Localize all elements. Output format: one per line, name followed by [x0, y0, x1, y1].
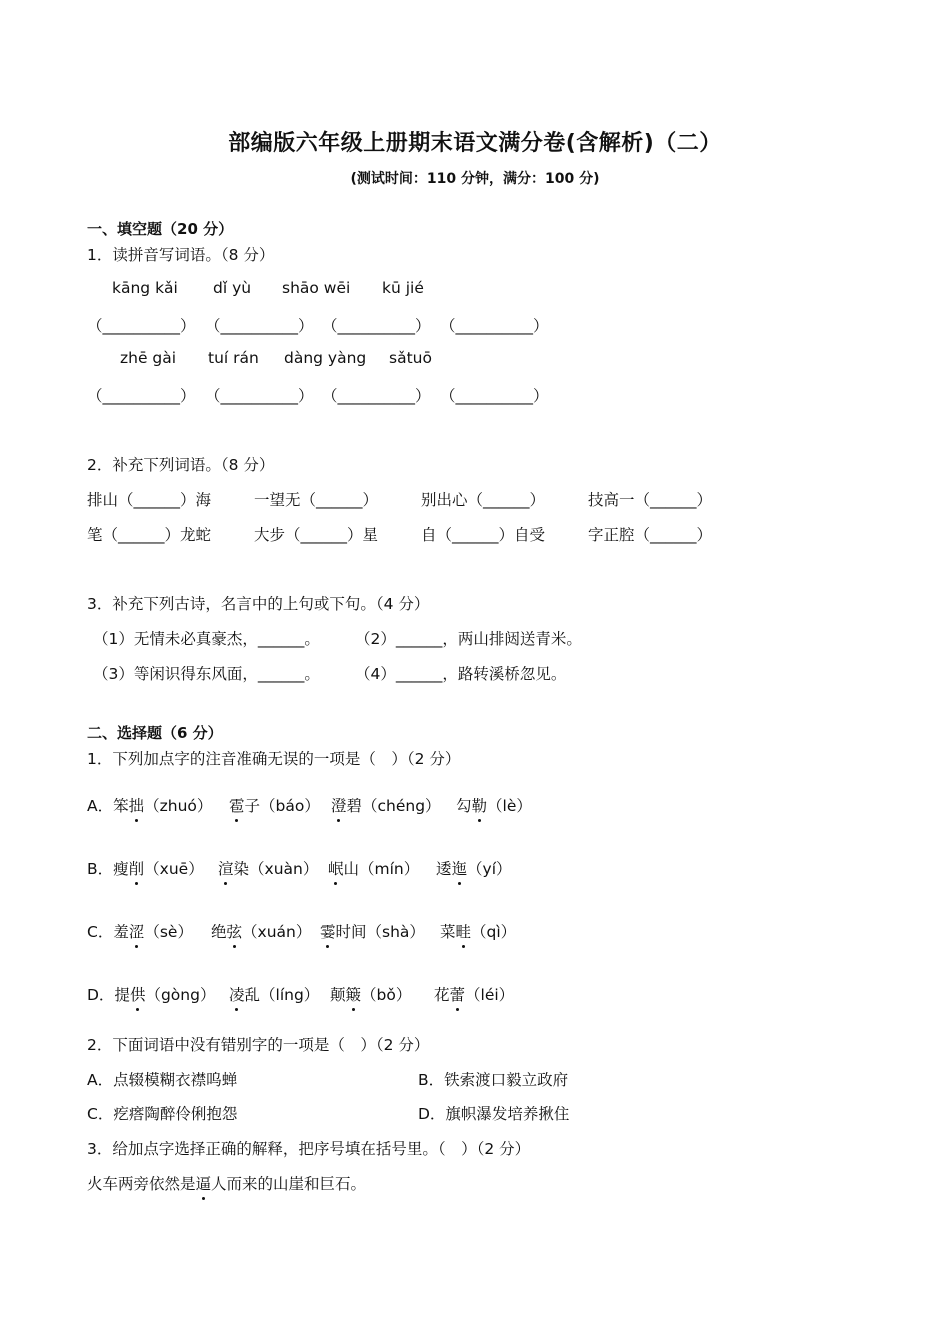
q1-stem: 1．读拼音写词语。（8 分） [87, 246, 275, 264]
option-b[interactable]: B．铁索渡口毅立政府 [418, 1071, 569, 1089]
page-subtitle: (测试时间：110 分钟，满分：100 分) [350, 171, 600, 187]
pinyin-2: dǐ yù [213, 279, 252, 297]
pinyin-1: kāng kǎi [112, 279, 178, 297]
answer-blank[interactable]: （__________） [440, 317, 549, 335]
option-d[interactable]: D．提供（gòng） [87, 983, 215, 1005]
answer-blank[interactable]: （__________） [322, 317, 431, 335]
option-d-word: 花蕾（léi） [434, 983, 514, 1005]
q3-sentence: 火车两旁依然是逼人而来的山崖和巨石。 [87, 1172, 366, 1194]
idiom-item[interactable]: 技高一（______） [588, 491, 713, 509]
option-a[interactable]: A．点辍模糊衣襟呜蝉 [87, 1071, 238, 1089]
option-b-word: 渲染（xuàn） [218, 857, 318, 879]
pinyin-4: kū jié [382, 279, 424, 297]
option-a-word: 勾勒（lè） [456, 794, 532, 816]
poem-item[interactable]: （2）______，两山排闼送青米。 [355, 630, 582, 648]
option-b[interactable]: B．瘦削（xuē） [87, 857, 204, 879]
answer-blank[interactable]: （__________） [87, 317, 196, 335]
option-label: B． [87, 860, 114, 878]
poem-item[interactable]: （1）无情未必真豪杰，______。 [93, 630, 320, 648]
idiom-item[interactable]: 大步（______）星 [254, 526, 379, 544]
option-c-word: 霎时间（shà） [320, 920, 425, 942]
choice-q2-stem: 2．下面词语中没有错别字的一项是（ ）（2 分） [87, 1036, 430, 1054]
section2-heading: 二、选择题（6 分） [87, 724, 223, 742]
option-a[interactable]: A．笨拙（zhuó） [87, 794, 212, 816]
option-label: A． [87, 797, 114, 815]
idiom-item[interactable]: 排山（______）海 [87, 491, 212, 509]
choice-q3-stem: 3．给加点字选择正确的解释，把序号填在括号里。（ ）（2 分） [87, 1140, 531, 1158]
choice-q1-stem: 1．下列加点字的注音准确无误的一项是（ ）（2 分） [87, 750, 461, 768]
option-d-word: 颠簸（bǒ） [330, 983, 411, 1005]
section1-heading: 一、填空题（20 分） [87, 220, 234, 238]
idiom-item[interactable]: 自（______）自受 [421, 526, 546, 544]
q2-stem: 2．补充下列词语。（8 分） [87, 456, 275, 474]
option-c-word: 绝弦（xuán） [211, 920, 311, 942]
poem-item[interactable]: （3）等闲识得东风面，______。 [93, 665, 320, 683]
answer-blank[interactable]: （__________） [205, 387, 314, 405]
option-b-word: 岷山（mín） [328, 857, 419, 879]
option-d[interactable]: D．旗帜瀑发培养揪住 [418, 1105, 570, 1123]
answer-blank[interactable]: （__________） [87, 387, 196, 405]
page-title: 部编版六年级上册期末语文满分卷(含解析)（二） [228, 131, 722, 156]
pinyin-6: tuí rán [208, 349, 259, 367]
option-c[interactable]: C．疙瘩陶醉伶俐抱怨 [87, 1105, 238, 1123]
option-label: C． [87, 923, 114, 941]
option-d-word: 凌乱（líng） [229, 983, 319, 1005]
q3-stem: 3．补充下列古诗，名言中的上句或下句。（4 分） [87, 595, 430, 613]
pinyin-3: shāo wēi [282, 279, 351, 297]
answer-blank[interactable]: （__________） [440, 387, 549, 405]
pinyin-5: zhē gài [120, 349, 177, 367]
option-a-word: 澄碧（chéng） [331, 794, 441, 816]
idiom-item[interactable]: 别出心（______） [421, 491, 546, 509]
option-a-word: 雹子（báo） [229, 794, 320, 816]
idiom-item[interactable]: 笔（______）龙蛇 [87, 526, 212, 544]
option-c-word: 菜畦（qì） [440, 920, 516, 942]
idiom-item[interactable]: 字正腔（______） [588, 526, 713, 544]
pinyin-8: sǎtuō [389, 349, 432, 367]
option-label: D． [87, 986, 115, 1004]
option-c[interactable]: C．羞涩（sè） [87, 920, 193, 942]
answer-blank[interactable]: （__________） [205, 317, 314, 335]
option-b-word: 逶迤（yí） [436, 857, 512, 879]
poem-item[interactable]: （4）______，路转溪桥忽见。 [355, 665, 567, 683]
pinyin-7: dàng yàng [284, 349, 367, 367]
idiom-item[interactable]: 一望无（______） [254, 491, 379, 509]
answer-blank[interactable]: （__________） [322, 387, 431, 405]
